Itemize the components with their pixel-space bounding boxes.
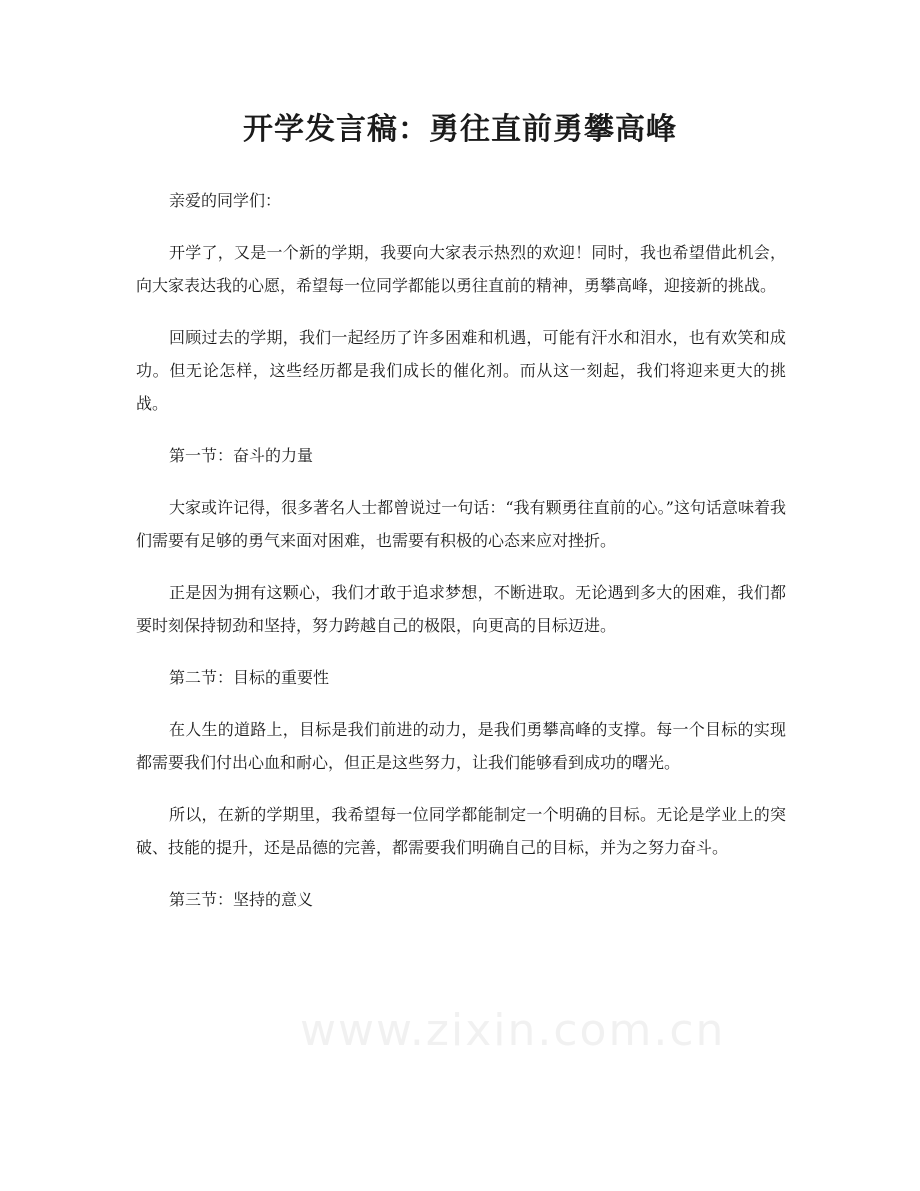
document-body: [136, 184, 786, 935]
watermark: www.zixin.com.cn: [300, 1005, 726, 1056]
paragraph: 在人生的道路上，目标是我们前进的动力，是我们勇攀高峰的支撑。每一个目标的实现都需要我们付出心血和耐心，但正是这些努力，让我们能够看到成功的曙光。: [136, 720, 786, 772]
section-heading: 第二节：目标的重要性: [169, 668, 330, 687]
paragraph: 所以，在新的学期里，我希望每一位同学都能制定一个明确的目标。无论是学业上的突破、技能的提升，还是品德的完善，都需要我们明确自己的目标，并为之努力奋斗。: [136, 805, 786, 857]
document-title: 开学发言稿：勇往直前勇攀高峰: [243, 112, 677, 147]
paragraph: 正是因为拥有这颗心，我们才敢于追求梦想，不断进取。无论遇到多大的困难，我们都要时刻保持韧劲和坚持，努力跨越自己的极限，向更高的目标迈进。: [136, 583, 786, 635]
section-heading: 第三节：坚持的意义: [169, 890, 314, 909]
salutation: 亲爱的同学们：: [169, 191, 282, 210]
paragraph: 大家或许记得，很多著名人士都曾说过一句话：“我有颗勇往直前的心。”这句话意味着我们需要有足够的勇气来面对困难，也需要有积极的心态来应对挫折。: [136, 498, 786, 550]
paragraph: 回顾过去的学期，我们一起经历了许多困难和机遇，可能有汗水和泪水，也有欢笑和成功。但无论怎样，这些经历都是我们成长的催化剂。而从这一刻起，我们将迎来更大的挑战。: [136, 328, 786, 413]
paragraph: 开学了，又是一个新的学期，我要向大家表示热烈的欢迎！同时，我也希望借此机会，向大家表达我的心愿，希望每一位同学都能以勇往直前的精神，勇攀高峰，迎接新的挑战。: [136, 243, 786, 295]
section-heading: 第一节：奋斗的力量: [169, 446, 314, 465]
